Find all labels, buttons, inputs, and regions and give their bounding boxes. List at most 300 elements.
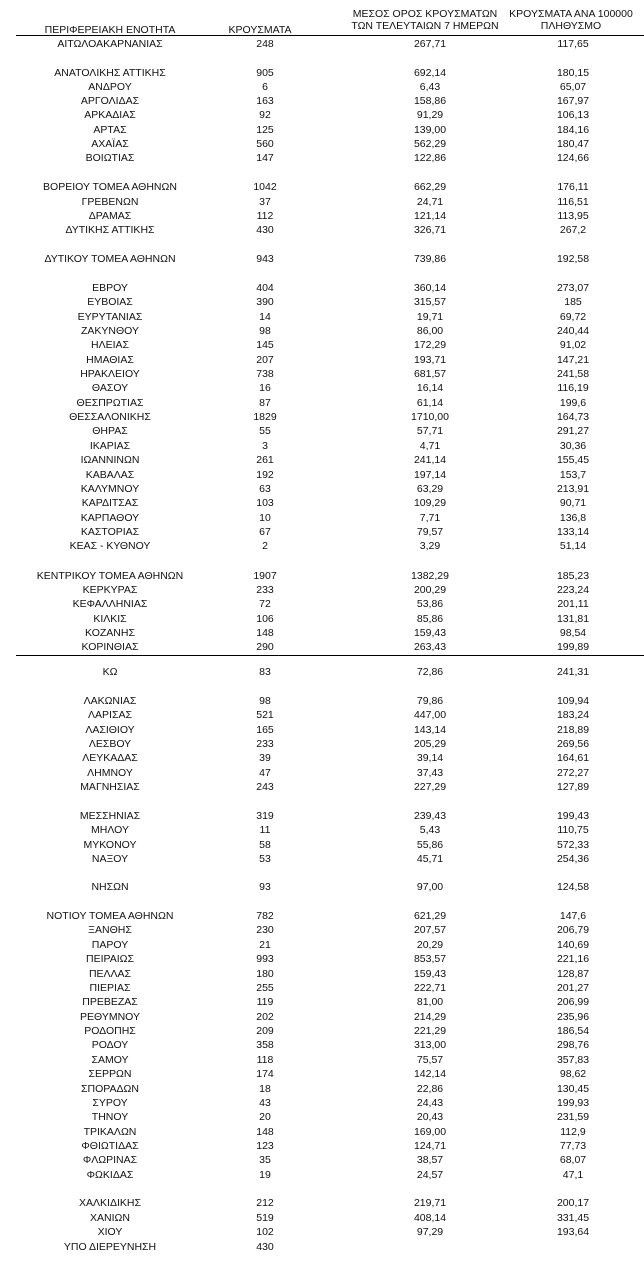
avg-value: 169,00 bbox=[413, 1126, 447, 1138]
region-name: ΥΠΟ ΔΙΕΡΕΥΝΗΣΗ bbox=[63, 1241, 157, 1253]
region-name: ΘΑΣΟΥ bbox=[91, 382, 129, 394]
region-name: ΘΗΡΑΣ bbox=[92, 425, 128, 437]
table-row bbox=[0, 1240, 644, 1254]
per-100k-value: 185 bbox=[564, 296, 582, 308]
header-7day-average-line2: ΤΩΝ ΤΕΛΕΥΤΑΙΩΝ 7 ΗΜΕΡΩΝ bbox=[351, 20, 499, 32]
per-100k-value: 267,2 bbox=[559, 224, 587, 236]
table-row bbox=[0, 1168, 644, 1182]
cases-value: 180 bbox=[256, 968, 274, 980]
region-name: ΒΟΡΕΙΟΥ ΤΟΜΕΑ ΑΘΗΝΩΝ bbox=[43, 181, 177, 193]
per-100k-value: 199,89 bbox=[556, 641, 590, 653]
table-row bbox=[0, 612, 644, 626]
avg-value: 72,86 bbox=[416, 666, 444, 678]
avg-value: 122,86 bbox=[413, 152, 447, 164]
cases-value: 98 bbox=[259, 695, 271, 707]
table-row bbox=[0, 94, 644, 108]
avg-value: 38,57 bbox=[416, 1154, 444, 1166]
cases-value: 43 bbox=[259, 1097, 271, 1109]
cases-value: 192 bbox=[256, 469, 274, 481]
per-100k-value: 241,58 bbox=[556, 368, 590, 380]
table-row bbox=[0, 108, 644, 122]
avg-value: 37,43 bbox=[416, 767, 444, 779]
avg-value: 739,86 bbox=[413, 253, 447, 265]
per-100k-value: 106,13 bbox=[556, 109, 590, 121]
region-name: ΚΑΒΑΛΑΣ bbox=[85, 469, 135, 481]
region-name: ΠΙΕΡΙΑΣ bbox=[89, 982, 131, 994]
avg-value: 227,29 bbox=[413, 781, 447, 793]
avg-value: 24,71 bbox=[416, 196, 444, 208]
region-name: ΓΡΕΒΕΝΩΝ bbox=[81, 196, 139, 208]
table-row bbox=[0, 1225, 644, 1239]
region-name: ΚΑΡΔΙΤΣΑΣ bbox=[81, 497, 139, 509]
region-name: ΙΚΑΡΙΑΣ bbox=[89, 440, 131, 452]
region-name: ΚΕΑΣ - ΚΥΘΝΟΥ bbox=[69, 540, 151, 552]
avg-value: 315,57 bbox=[413, 296, 447, 308]
per-100k-value: 124,66 bbox=[556, 152, 590, 164]
avg-value: 267,71 bbox=[413, 38, 447, 50]
region-name: ΡΟΔΟΠΗΣ bbox=[84, 1025, 136, 1037]
table-row bbox=[0, 823, 644, 837]
avg-value: 207,57 bbox=[413, 924, 447, 936]
avg-value: 214,29 bbox=[413, 1011, 447, 1023]
cases-value: 123 bbox=[256, 1140, 274, 1152]
table-header bbox=[0, 0, 644, 34]
cases-value: 21 bbox=[259, 939, 271, 951]
cases-value: 212 bbox=[256, 1197, 274, 1209]
per-100k-value: 357,83 bbox=[556, 1054, 590, 1066]
table-row bbox=[0, 708, 644, 722]
cases-value: 202 bbox=[256, 1011, 274, 1023]
per-100k-value: 167,97 bbox=[556, 95, 590, 107]
table-row bbox=[0, 981, 644, 995]
region-name: ΔΥΤΙΚΗΣ ΑΤΤΙΚΗΣ bbox=[65, 224, 155, 236]
cases-value: 53 bbox=[259, 853, 271, 865]
avg-value: 239,43 bbox=[413, 810, 447, 822]
avg-value: 159,43 bbox=[413, 968, 447, 980]
cases-value: 72 bbox=[259, 598, 271, 610]
per-100k-value: 218,89 bbox=[556, 724, 590, 736]
avg-value: 63,29 bbox=[416, 483, 444, 495]
avg-value: 1710,00 bbox=[411, 411, 449, 423]
cases-value: 20 bbox=[259, 1111, 271, 1123]
per-100k-value: 193,64 bbox=[556, 1226, 590, 1238]
table-row bbox=[0, 1139, 644, 1153]
region-name: ΚΑΡΠΑΘΟΥ bbox=[80, 512, 140, 524]
cases-value: 92 bbox=[259, 109, 271, 121]
avg-value: 692,14 bbox=[413, 67, 447, 79]
table-row bbox=[0, 338, 644, 352]
header-per-100000-line1: ΚΡΟΥΣΜΑΤΑ ΑΝΑ 100000 bbox=[509, 8, 633, 20]
cases-value: 1907 bbox=[253, 570, 277, 582]
avg-value: 16,14 bbox=[416, 382, 444, 394]
per-100k-value: 572,33 bbox=[556, 839, 590, 851]
table-row bbox=[0, 525, 644, 539]
region-name: ΛΗΜΝΟΥ bbox=[87, 767, 133, 779]
region-name: ΦΘΙΩΤΙΔΑΣ bbox=[81, 1140, 139, 1152]
header-7day-average bbox=[340, 8, 510, 32]
per-100k-value: 124,58 bbox=[556, 881, 590, 893]
avg-value: 219,71 bbox=[413, 1197, 447, 1209]
cases-value: 319 bbox=[256, 810, 274, 822]
cases-value: 560 bbox=[256, 138, 274, 150]
per-100k-value: 176,11 bbox=[557, 181, 589, 193]
cases-value: 147 bbox=[256, 152, 274, 164]
table-row bbox=[0, 665, 644, 679]
cases-value: 905 bbox=[256, 67, 274, 79]
region-name: ΤΡΙΚΑΛΩΝ bbox=[83, 1126, 137, 1138]
avg-value: 97,29 bbox=[416, 1226, 444, 1238]
region-name: ΧΙΟΥ bbox=[97, 1226, 123, 1238]
per-100k-value: 183,24 bbox=[556, 709, 590, 721]
region-name: ΗΡΑΚΛΕΙΟΥ bbox=[80, 368, 140, 380]
per-100k-value: 128,87 bbox=[556, 968, 590, 980]
cases-value: 404 bbox=[256, 282, 274, 294]
per-100k-value: 273,07 bbox=[556, 282, 590, 294]
region-name: ΑΙΤΩΛΟΑΚΑΡΝΑΝΙΑΣ bbox=[57, 38, 163, 50]
per-100k-value: 231,59 bbox=[556, 1111, 590, 1123]
table-row bbox=[0, 1153, 644, 1167]
per-100k-value: 51,14 bbox=[559, 540, 587, 552]
region-name: ΡΕΘΥΜΝΟΥ bbox=[79, 1011, 140, 1023]
per-100k-value: 235,96 bbox=[556, 1011, 590, 1023]
avg-value: 143,14 bbox=[413, 724, 447, 736]
cases-value: 243 bbox=[256, 781, 274, 793]
table-row bbox=[0, 123, 644, 137]
table-row bbox=[0, 880, 644, 894]
region-name: ΦΛΩΡΙΝΑΣ bbox=[82, 1154, 138, 1166]
per-100k-value: 130,45 bbox=[556, 1083, 590, 1095]
region-name: ΣΕΡΡΩΝ bbox=[88, 1068, 132, 1080]
per-100k-value: 117,65 bbox=[557, 38, 589, 50]
table-row bbox=[0, 751, 644, 765]
per-100k-value: 269,56 bbox=[556, 738, 590, 750]
table-row bbox=[0, 468, 644, 482]
region-name: ΘΕΣΣΑΛΟΝΙΚΗΣ bbox=[69, 411, 151, 423]
per-100k-value: 77,73 bbox=[559, 1140, 587, 1152]
cases-value: 2 bbox=[262, 540, 268, 552]
table-row bbox=[0, 1067, 644, 1081]
section-divider bbox=[16, 655, 644, 656]
per-100k-value: 112,9 bbox=[560, 1126, 586, 1138]
avg-value: 447,00 bbox=[413, 709, 447, 721]
region-name: ΠΡΕΒΕΖΑΣ bbox=[82, 996, 138, 1008]
cases-value: 106 bbox=[256, 613, 274, 625]
table-row bbox=[0, 367, 644, 381]
table-row bbox=[0, 353, 644, 367]
cases-value: 63 bbox=[259, 483, 271, 495]
table-row bbox=[0, 597, 644, 611]
cases-value: 14 bbox=[259, 311, 271, 323]
region-name: ΛΑΣΙΘΙΟΥ bbox=[85, 724, 135, 736]
table-row bbox=[0, 381, 644, 395]
per-100k-value: 180,15 bbox=[556, 67, 590, 79]
table-row bbox=[0, 66, 644, 80]
table-row bbox=[0, 1010, 644, 1024]
region-name: ΗΛΕΙΑΣ bbox=[90, 339, 129, 351]
per-100k-value: 69,72 bbox=[559, 311, 587, 323]
per-100k-value: 153,7 bbox=[559, 469, 587, 481]
table-row bbox=[0, 852, 644, 866]
cases-value: 102 bbox=[256, 1226, 274, 1238]
region-name: ΚΙΛΚΙΣ bbox=[93, 613, 127, 625]
per-100k-value: 98,62 bbox=[559, 1068, 587, 1080]
avg-value: 45,71 bbox=[416, 853, 444, 865]
region-name: ΝΗΣΩΝ bbox=[91, 881, 129, 893]
cases-value: 519 bbox=[256, 1212, 274, 1224]
table-row bbox=[0, 1082, 644, 1096]
avg-value: 22,86 bbox=[416, 1083, 444, 1095]
per-100k-value: 199,93 bbox=[556, 1097, 590, 1109]
avg-value: 109,29 bbox=[413, 497, 447, 509]
avg-value: 97,00 bbox=[416, 881, 444, 893]
region-name: ΠΕΙΡΑΙΩΣ bbox=[86, 953, 134, 965]
avg-value: 79,86 bbox=[416, 695, 444, 707]
avg-value: 3,29 bbox=[419, 540, 441, 552]
per-100k-value: 199,6 bbox=[559, 397, 587, 409]
cases-value: 35 bbox=[259, 1154, 271, 1166]
per-100k-value: 98,54 bbox=[559, 627, 587, 639]
table-row bbox=[0, 424, 644, 438]
cases-value: 943 bbox=[256, 253, 274, 265]
avg-value: 139,00 bbox=[413, 124, 447, 136]
cases-value: 18 bbox=[259, 1083, 271, 1095]
avg-value: 853,57 bbox=[413, 953, 447, 965]
per-100k-value: 200,17 bbox=[556, 1197, 590, 1209]
region-name: ΔΥΤΙΚΟΥ ΤΟΜΕΑ ΑΘΗΝΩΝ bbox=[44, 253, 176, 265]
per-100k-value: 291,27 bbox=[556, 425, 590, 437]
region-name: ΜΗΛΟΥ bbox=[91, 824, 129, 836]
per-100k-value: 199,43 bbox=[556, 810, 590, 822]
avg-value: 197,14 bbox=[413, 469, 447, 481]
table-row bbox=[0, 1211, 644, 1225]
table-row bbox=[0, 180, 644, 194]
region-name: ΚΑΛΥΜΝΟΥ bbox=[80, 483, 140, 495]
avg-value: 4,71 bbox=[419, 440, 441, 452]
avg-value: 24,57 bbox=[416, 1169, 444, 1181]
cases-value: 261 bbox=[256, 454, 274, 466]
cases-value: 1042 bbox=[253, 181, 277, 193]
cases-value: 148 bbox=[256, 1126, 274, 1138]
table-row bbox=[0, 1024, 644, 1038]
table-row bbox=[0, 583, 644, 597]
table-row bbox=[0, 1196, 644, 1210]
per-100k-value: 206,99 bbox=[556, 996, 590, 1008]
cases-value: 118 bbox=[256, 1054, 274, 1066]
cases-value: 112 bbox=[256, 210, 274, 222]
region-name: ΕΥΒΟΙΑΣ bbox=[87, 296, 133, 308]
table-row bbox=[0, 37, 644, 51]
per-100k-value: 68,07 bbox=[559, 1154, 587, 1166]
table-row bbox=[0, 1053, 644, 1067]
region-name: ΑΡΚΑΔΙΑΣ bbox=[84, 109, 136, 121]
cases-value: 58 bbox=[259, 839, 271, 851]
avg-value: 1382,29 bbox=[411, 570, 449, 582]
per-100k-value: 240,44 bbox=[556, 325, 590, 337]
avg-value: 5,43 bbox=[419, 824, 441, 836]
avg-value: 91,29 bbox=[416, 109, 444, 121]
region-name: ΞΑΝΘΗΣ bbox=[88, 924, 132, 936]
cases-value: 782 bbox=[256, 910, 274, 922]
per-100k-value: 206,79 bbox=[556, 924, 590, 936]
table-row bbox=[0, 569, 644, 583]
per-100k-value: 180,47 bbox=[556, 138, 590, 150]
region-name: ΚΕΡΚΥΡΑΣ bbox=[82, 584, 138, 596]
cases-value: 209 bbox=[256, 1025, 274, 1037]
per-100k-value: 221,16 bbox=[556, 953, 590, 965]
region-name: ΚΑΣΤΟΡΙΑΣ bbox=[80, 526, 140, 538]
region-name: ΚΟΖΑΝΗΣ bbox=[85, 627, 135, 639]
avg-value: 20,29 bbox=[416, 939, 444, 951]
region-name: ΜΑΓΝΗΣΙΑΣ bbox=[80, 781, 140, 793]
per-100k-value: 30,36 bbox=[559, 440, 587, 452]
cases-value: 430 bbox=[256, 1241, 274, 1253]
per-100k-value: 116,19 bbox=[557, 382, 589, 394]
per-100k-value: 65,07 bbox=[559, 81, 587, 93]
table-row bbox=[0, 723, 644, 737]
table-row bbox=[0, 766, 644, 780]
table-row bbox=[0, 80, 644, 94]
table-row bbox=[0, 496, 644, 510]
per-100k-value: 140,69 bbox=[556, 939, 590, 951]
table-row bbox=[0, 539, 644, 553]
region-name: ΙΩΑΝΝΙΝΩΝ bbox=[80, 454, 140, 466]
avg-value: 621,29 bbox=[413, 910, 447, 922]
per-100k-value: 116,51 bbox=[557, 196, 589, 208]
region-name: ΚΟΡΙΝΘΙΑΣ bbox=[81, 641, 139, 653]
avg-value: 326,71 bbox=[413, 224, 447, 236]
cases-value: 993 bbox=[256, 953, 274, 965]
cases-value: 248 bbox=[256, 38, 274, 50]
cases-value: 119 bbox=[256, 996, 274, 1008]
per-100k-value: 272,27 bbox=[556, 767, 590, 779]
cases-value: 125 bbox=[256, 124, 274, 136]
region-name: ΚΕΝΤΡΙΚΟΥ ΤΟΜΕΑ ΑΘΗΝΩΝ bbox=[36, 570, 184, 582]
region-name: ΑΝΔΡΟΥ bbox=[88, 81, 132, 93]
table-row bbox=[0, 995, 644, 1009]
region-name: ΜΕΣΣΗΝΙΑΣ bbox=[79, 810, 141, 822]
table-row bbox=[0, 938, 644, 952]
region-name: ΘΕΣΠΡΩΤΙΑΣ bbox=[76, 397, 144, 409]
avg-value: 159,43 bbox=[413, 627, 447, 639]
table-row bbox=[0, 511, 644, 525]
avg-value: 142,14 bbox=[413, 1068, 447, 1080]
region-name: ΦΩΚΙΔΑΣ bbox=[86, 1169, 134, 1181]
avg-value: 205,29 bbox=[413, 738, 447, 750]
table-row bbox=[0, 310, 644, 324]
table-row bbox=[0, 410, 644, 424]
per-100k-value: 223,24 bbox=[556, 584, 590, 596]
header-7day-average-line1: ΜΕΣΟΣ ΟΡΟΣ ΚΡΟΥΣΜΑΤΩΝ bbox=[352, 8, 498, 20]
region-name: ΑΝΑΤΟΛΙΚΗΣ ΑΤΤΙΚΗΣ bbox=[54, 67, 166, 79]
per-100k-value: 113,95 bbox=[557, 210, 589, 222]
per-100k-value: 254,36 bbox=[556, 853, 590, 865]
cases-value: 163 bbox=[256, 95, 274, 107]
avg-value: 75,57 bbox=[416, 1054, 444, 1066]
table-row bbox=[0, 737, 644, 751]
table-row bbox=[0, 780, 644, 794]
avg-value: 408,14 bbox=[413, 1212, 447, 1224]
table-row bbox=[0, 396, 644, 410]
avg-value: 241,14 bbox=[413, 454, 447, 466]
table-row bbox=[0, 809, 644, 823]
avg-value: 263,43 bbox=[413, 641, 447, 653]
avg-value: 124,71 bbox=[413, 1140, 447, 1152]
per-100k-value: 47,1 bbox=[562, 1169, 584, 1181]
avg-value: 6,43 bbox=[419, 81, 441, 93]
table-row bbox=[0, 1110, 644, 1124]
cases-value: 738 bbox=[256, 368, 274, 380]
avg-value: 193,71 bbox=[413, 354, 447, 366]
per-100k-value: 201,27 bbox=[556, 982, 590, 994]
region-name: ΒΟΙΩΤΙΑΣ bbox=[85, 152, 135, 164]
region-name: ΚΕΦΑΛΛΗΝΙΑΣ bbox=[72, 598, 148, 610]
table-row bbox=[0, 223, 644, 237]
per-100k-value: 131,81 bbox=[556, 613, 590, 625]
region-name: ΕΒΡΟΥ bbox=[92, 282, 128, 294]
per-100k-value: 110,75 bbox=[557, 824, 589, 836]
avg-value: 681,57 bbox=[413, 368, 447, 380]
cases-value: 55 bbox=[259, 425, 271, 437]
avg-value: 313,00 bbox=[413, 1039, 447, 1051]
table-row bbox=[0, 640, 644, 654]
region-name: ΛΕΣΒΟΥ bbox=[88, 738, 132, 750]
per-100k-value: 213,91 bbox=[556, 483, 590, 495]
table-row bbox=[0, 281, 644, 295]
avg-value: 55,86 bbox=[416, 839, 444, 851]
table-row bbox=[0, 838, 644, 852]
cases-value: 1829 bbox=[253, 411, 277, 423]
cases-value: 19 bbox=[259, 1169, 271, 1181]
per-100k-value: 184,16 bbox=[556, 124, 590, 136]
cases-value: 390 bbox=[256, 296, 274, 308]
avg-value: 24,43 bbox=[416, 1097, 444, 1109]
region-name: ΝΟΤΙΟΥ ΤΟΜΕΑ ΑΘΗΝΩΝ bbox=[46, 910, 174, 922]
region-name: ΜΥΚΟΝΟΥ bbox=[83, 839, 137, 851]
per-100k-value: 201,11 bbox=[557, 598, 589, 610]
cases-value: 290 bbox=[256, 641, 274, 653]
cases-value: 6 bbox=[262, 81, 268, 93]
per-100k-value: 164,61 bbox=[556, 752, 590, 764]
table-row bbox=[0, 1125, 644, 1139]
avg-value: 662,29 bbox=[413, 181, 447, 193]
region-name: ΑΡΤΑΣ bbox=[93, 124, 127, 136]
avg-value: 61,14 bbox=[416, 397, 444, 409]
avg-value: 39,14 bbox=[416, 752, 444, 764]
region-name: ΑΡΓΟΛΙΔΑΣ bbox=[80, 95, 140, 107]
avg-value: 85,86 bbox=[416, 613, 444, 625]
table-row bbox=[0, 1038, 644, 1052]
region-name: ΕΥΡΥΤΑΝΙΑΣ bbox=[77, 311, 143, 323]
cases-value: 430 bbox=[256, 224, 274, 236]
cases-value: 165 bbox=[256, 724, 274, 736]
cases-value: 98 bbox=[259, 325, 271, 337]
per-100k-value: 136,8 bbox=[559, 512, 587, 524]
avg-value: 7,71 bbox=[419, 512, 441, 524]
cases-value: 16 bbox=[259, 382, 271, 394]
cases-value: 230 bbox=[256, 924, 274, 936]
per-100k-value: 241,31 bbox=[556, 666, 590, 678]
cases-value: 37 bbox=[259, 196, 271, 208]
header-divider bbox=[16, 35, 644, 36]
per-100k-value: 331,45 bbox=[556, 1212, 590, 1224]
cases-value: 39 bbox=[259, 752, 271, 764]
region-name: ΔΡΑΜΑΣ bbox=[88, 210, 132, 222]
region-name: ΧΑΝΙΩΝ bbox=[90, 1212, 130, 1224]
per-100k-value: 186,54 bbox=[556, 1025, 590, 1037]
cases-value: 3 bbox=[262, 440, 268, 452]
table-row bbox=[0, 923, 644, 937]
region-name: ΝΑΞΟΥ bbox=[91, 853, 129, 865]
